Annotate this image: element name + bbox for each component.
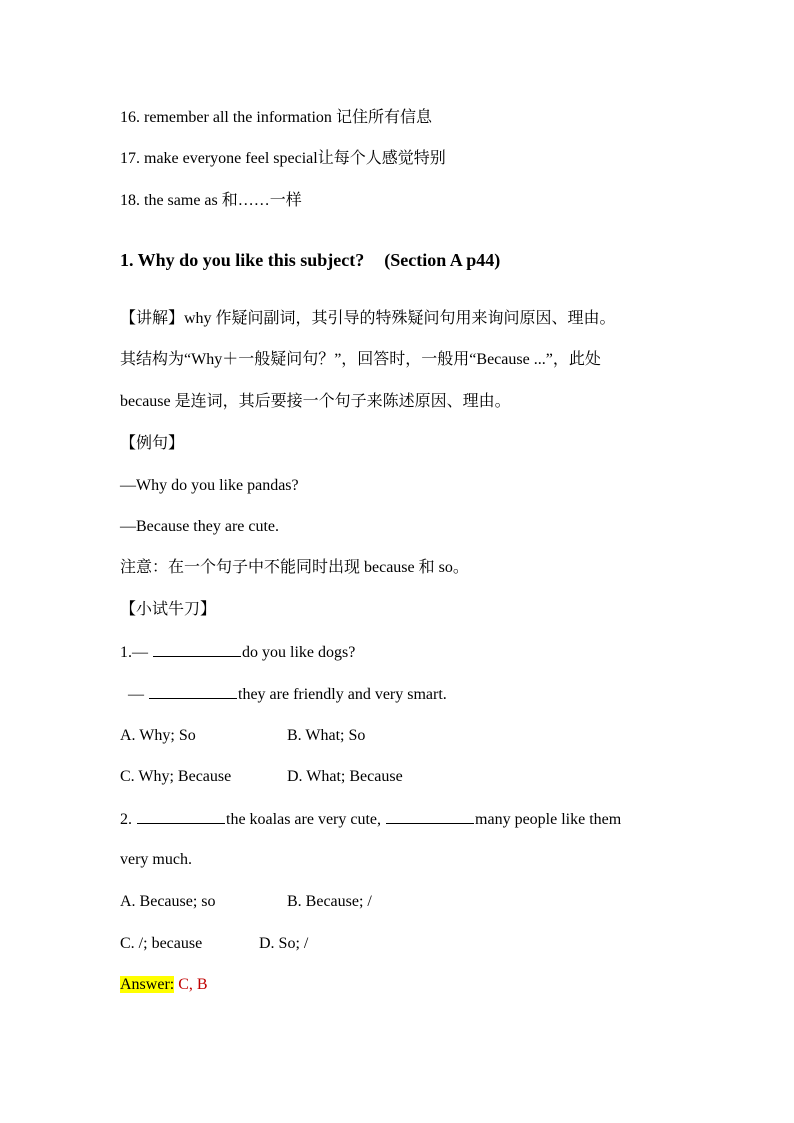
note-line: 注意：在一个句子中不能同时出现 because 和 so。: [120, 559, 469, 576]
section-title: 1. Why do you like this subject?: [120, 250, 365, 270]
vocab-number: 17.: [120, 150, 140, 167]
answer-blank[interactable]: [137, 809, 225, 824]
example-header: 【例句】: [120, 435, 185, 452]
question-text: do you like dogs?: [242, 644, 356, 661]
question-1-line-2: [120, 684, 447, 705]
option-b: B. What; So: [287, 727, 366, 744]
vocab-english: the same as: [144, 192, 218, 209]
question-2-line-1: [120, 809, 621, 830]
explanation-line-3: because 是连词，其后要接一个句子来陈述原因、理由。: [120, 393, 511, 410]
vocab-number: 18.: [120, 192, 140, 209]
question-2-line-2: very much.: [120, 851, 192, 868]
question-number: 2.: [120, 811, 132, 828]
section-heading: [120, 250, 500, 270]
explanation-line-2: 其结构为“Why＋一般疑问句？”，回答时，一般用“Because ...”，此处: [120, 351, 601, 368]
answer-blank[interactable]: [149, 684, 237, 699]
vocab-chinese: 记住所有信息: [335, 109, 432, 126]
option-a: A. Because; so: [120, 893, 216, 910]
vocab-english: remember all the information: [144, 109, 332, 126]
practice-header: 【小试牛刀】: [120, 601, 217, 618]
option-a: A. Why; So: [120, 727, 196, 744]
explanation-line-1: 【讲解】why 作疑问副词，其引导的特殊疑问句用来询问原因、理由。: [120, 310, 616, 327]
section-reference: (Section A p44): [384, 250, 501, 270]
question-text: the koalas are very cute,: [226, 811, 382, 828]
vocab-english: make everyone feel special: [144, 150, 318, 167]
vocab-chinese: 让每个人感觉特别: [317, 150, 446, 167]
vocab-chinese: 和……一样: [221, 192, 302, 209]
example-answer: —Because they are cute.: [120, 518, 280, 535]
option-d: D. What; Because: [287, 768, 403, 785]
answer-blank[interactable]: [386, 809, 474, 824]
answer-label: Answer:: [120, 976, 175, 993]
question-text: many people like them: [475, 811, 622, 828]
question-text: they are friendly and very smart.: [238, 686, 447, 703]
option-b: B. Because; /: [287, 893, 372, 910]
dash: —: [128, 686, 144, 703]
vocab-item-16: [120, 108, 432, 128]
option-c: C. Why; Because: [120, 768, 232, 785]
answer-blank[interactable]: [153, 642, 241, 657]
vocab-item-18: [120, 191, 302, 211]
example-question: —Why do you like pandas?: [120, 477, 299, 494]
question-number: 1.—: [120, 644, 148, 661]
answer-value: C, B: [178, 976, 208, 993]
question-1-line-1: [120, 642, 355, 663]
option-d: D. So; /: [259, 935, 309, 952]
vocab-item-17: [120, 149, 446, 169]
option-c: C. /; because: [120, 935, 203, 952]
vocab-number: 16.: [120, 109, 140, 126]
answer-line: [120, 975, 208, 995]
